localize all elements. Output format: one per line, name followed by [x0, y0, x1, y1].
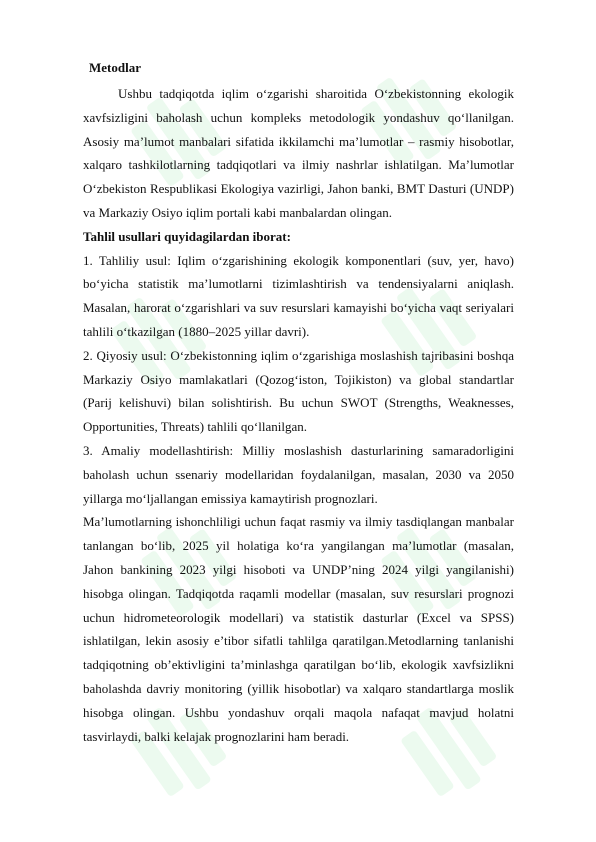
methods-subheading: Tahlil usullari quyidagilardan iborat:	[83, 228, 291, 244]
document-body	[83, 61, 514, 748]
method-analytical-paragraph: 1. Tahliliy usul: Iqlim o‘zgarishining ekologik komponentlari (suv, yer, havo) bo‘yicha statistik ma’lumotlarni tizimlashtirish va tendensiyalarni aniqlash. Masalan, harorat o‘zgarishlari va suv resurslari kamayishi bo‘yicha vaqt seriyalari tahlili o‘tkazilgan (1880–2025 yillar davri).	[83, 252, 514, 339]
method-modeling-paragraph: 3. Amaliy modellashtirish: Milliy moslashish dasturlarining samaradorligini baholash uchun ssenariy modellaridan foydalanilgan, masalan, 2030 va 2050 yillarga mo‘ljallangan emissiya kamaytirish prognozlari.	[83, 442, 514, 506]
closing-paragraph: Ma’lumotlarning ishonchliligi uchun faqat rasmiy va ilmiy tasdiqlangan manbalar tanlangan bo‘lib, 2025 yil holatiga ko‘ra yangilangan ma’lumotlar (masalan, Jahon bankining 2023 yilgi hisoboti va UNDP’ning 2024 yilgi yangilanishi) hisobga olingan. Tadqiqotda raqamli modellar (masalan, suv resurslari prognozi uchun hidrometeorologik modellari) va statistik dasturlar (Excel va SPSS) ishlatilgan, lekin asosiy e’tibor sifatli tahlilga qaratilgan.Metodlarning tanlanishi tadqiqotning ob’ektivligini ta’minlashga qaratilgan bo‘lib, ekologik xavfsizlikni baholashda davriy monitoring (yillik hisobotlar) va xalqaro standartlarga moslik hisobga olingan. Ushbu yondashuv orqali maqola nafaqat mavjud holatni tasvirlaydi, balki kelajak prognozlarini ham beradi.	[83, 514, 514, 744]
method-comparative-paragraph: 2. Qiyosiy usul: O‘zbekistonning iqlim o‘zgarishiga moslashish tajribasini boshqa Markaziy Osiyo mamlakatlari (Qozog‘iston, Tojikiston) va global standartlar (Parij kelishuvi) bilan solishtirish. Bu uchun SWOT (Strengths, Weaknesses, Opportunities, Threats) tahlili qo‘llanilgan.	[83, 347, 514, 435]
section-heading: Metodlar	[89, 60, 141, 75]
intro-paragraph: Ushbu tadqiqotda iqlim o‘zgarishi sharoitida O‘zbekistonning ekologik xavfsizligini baholash uchun kompleks metodologik yondashuv qo‘llanilgan. Asosiy ma’lumot manbalari sifatida ikkilamchi ma’lumotlar – rasmiy hisobotlar, xalqaro tashkilotlarning tadqiqotlari va ilmiy nashrlar ishlatilgan. Ma’lumotlar O‘zbekiston Respublikasi Ekologiya vazirligi, Jahon banki, BMT Dasturi (UNDP) va Markaziy Osiyo iqlim portali kabi manbalardan olingan.	[83, 86, 514, 220]
